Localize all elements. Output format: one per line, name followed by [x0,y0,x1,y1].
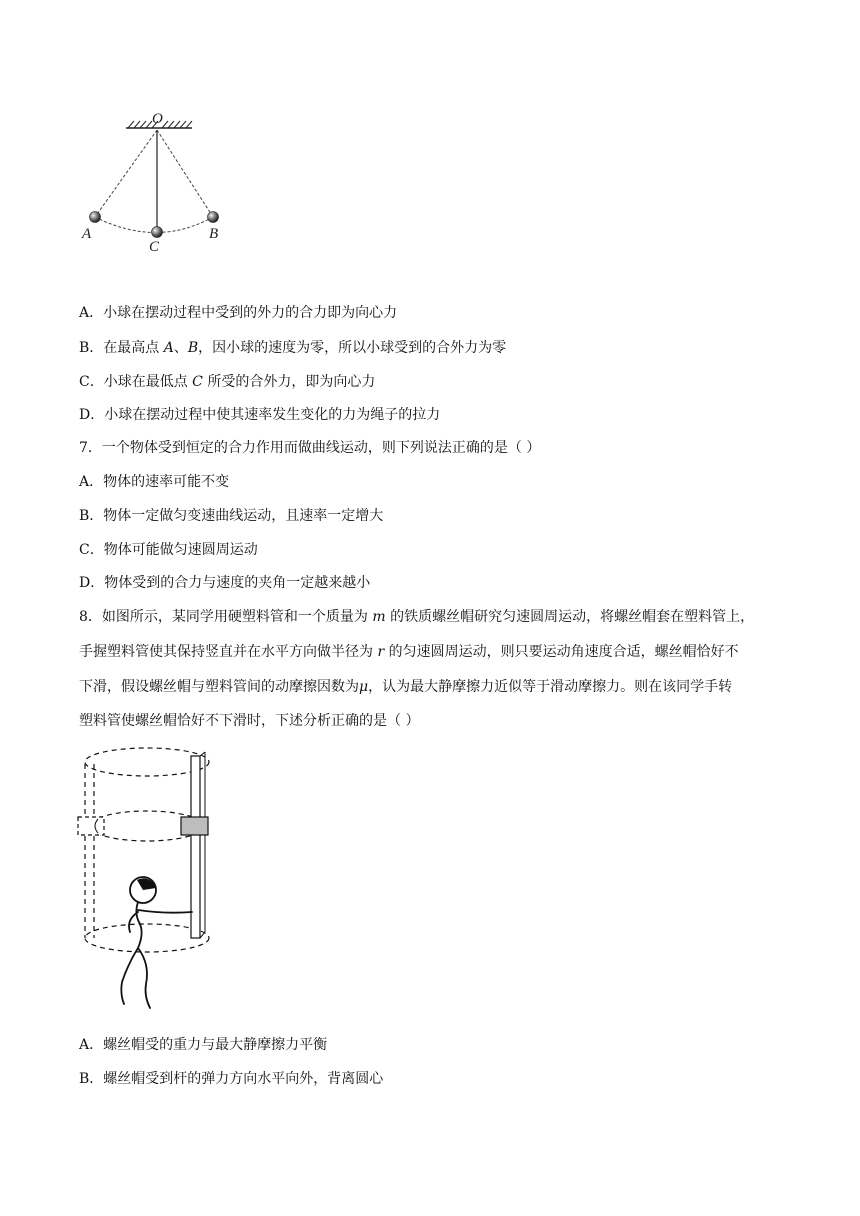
label-a: A [82,226,92,242]
label-b: B [209,226,219,242]
q7-option-d: D．物体受到的合力与速度的夹角一定越来越小 [79,575,371,591]
ball-c [152,227,163,238]
q7-option-b: B．物体一定做匀变速曲线运动，且速率一定增大 [79,508,384,524]
label-c: C [149,239,160,255]
ball-a [90,212,101,223]
q8-option-b: B．螺丝帽受到杆的弹力方向水平向外，背离圆心 [79,1071,384,1087]
top-circle [85,748,209,776]
nut-dashed-position [78,817,104,835]
q8-stem-line1: 8．如图所示，某同学用硬塑料管和一个质量为 m 的铁质螺丝帽研究匀速圆周运动，将螺丝帽套在塑料管上， [79,609,755,625]
bottom-circle [85,924,209,952]
q8-stem-line2: 手握塑料管使其保持竖直并在水平方向做半径为 r 的匀速圆周运动，则只要运动角速度合适，螺丝帽恰好不 [79,644,739,660]
q8-option-a: A．螺丝帽受的重力与最大静摩擦力平衡 [79,1037,328,1053]
label-o: O [152,111,163,127]
q7-option-a: A．物体的速率可能不变 [79,474,230,490]
string-right-dashed [157,130,213,217]
q8-stem-line3: 下滑，假设螺丝帽与塑料管间的动摩擦因数为μ，认为最大静摩擦力近似等于滑动摩擦力。则在该同学手转 [79,679,733,695]
plastic-tube [191,756,200,938]
person-figure [121,877,192,1008]
q6-option-d: D．小球在摆动过程中使其速率发生变化的力为绳子的拉力 [79,407,441,423]
q7-stem: 7．一个物体受到恒定的合力作用而做曲线运动，则下列说法正确的是（ ） [79,440,541,456]
screw-nut [181,817,208,835]
q7-option-c: C．物体可能做匀速圆周运动 [79,542,258,558]
pendulum-figure [76,110,236,260]
q6-option-b: B．在最高点 A、B，因小球的速度为零，所以小球受到的合外力为零 [79,340,507,356]
q8-stem-line4: 塑料管使螺丝帽恰好不下滑时，下述分析正确的是（ ） [79,713,420,729]
q6-option-a: A．小球在摆动过程中受到的外力的合力即为向心力 [79,305,398,321]
string-left-dashed [95,130,157,217]
ball-b [208,212,219,223]
q6-option-c: C．小球在最低点 C 所受的合外力，即为向心力 [79,374,376,390]
tube-rotation-figure [74,742,224,1022]
